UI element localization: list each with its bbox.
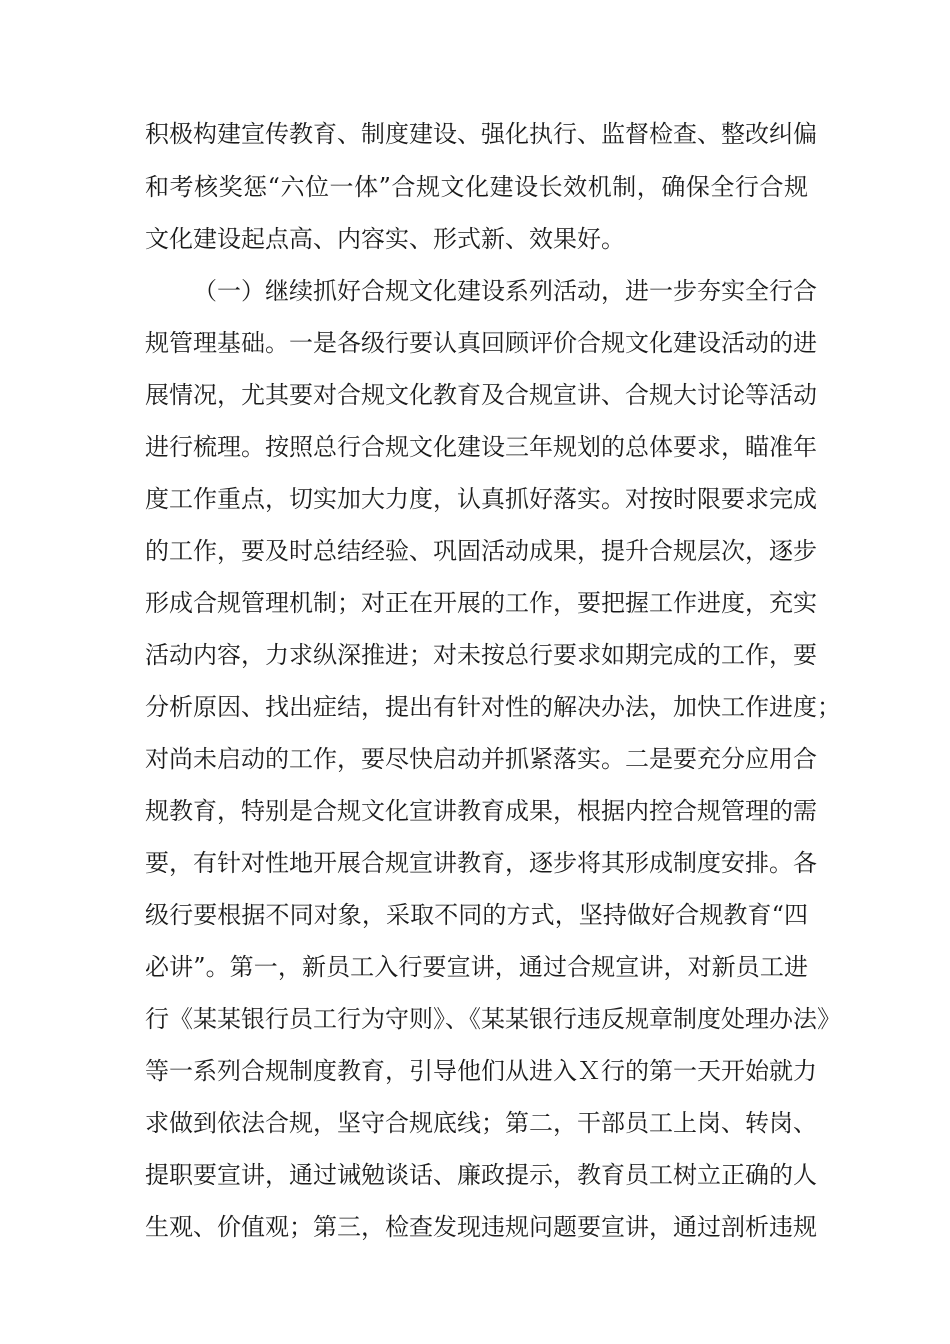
paragraph-line: 规管理基础。一是各级行要认真回顾评价合规文化建设活动的进 [145, 329, 817, 357]
paragraph-line: 规教育，特别是合规文化宣讲教育成果，根据内控合规管理的需 [145, 797, 817, 825]
paragraph-line: 级行要根据不同对象，采取不同的方式，坚持做好合规教育“四 [145, 901, 808, 929]
paragraph-line: 和考核奖惩“六位一体”合规文化建设长效机制，确保全行合规 [145, 173, 808, 201]
paragraph-line: 积极构建宣传教育、制度建设、强化执行、监督检查、整改纠偏 [145, 120, 817, 148]
paragraph-line: 行《某某银行员工行为守则》、《某某银行违反规章制度处理办法》 [145, 1005, 841, 1033]
paragraph-line: 文化建设起点高、内容实、形式新、效果好。 [145, 225, 625, 253]
paragraph-line: 生观、价值观；第三，检查发现违规问题要宣讲，通过剖析违规 [145, 1213, 817, 1241]
paragraph-line: 进行梳理。按照总行合规文化建设三年规划的总体要求，瞄准年 [145, 433, 817, 461]
paragraph-line: 分析原因、找出症结，提出有针对性的解决办法，加快工作进度； [145, 693, 841, 721]
paragraph-line: 形成合规管理机制；对正在开展的工作，要把握工作进度，充实 [145, 589, 817, 617]
paragraph-line: 展情况，尤其要对合规文化教育及合规宣讲、合规大讨论等活动 [145, 381, 817, 409]
paragraph-line: 求做到依法合规，坚守合规底线；第二，干部员工上岗、转岗、 [145, 1109, 817, 1137]
paragraph-line: 等一系列合规制度教育，引导他们从进入Ｘ行的第一天开始就力 [145, 1057, 817, 1085]
paragraph-first-line: （一）继续抓好合规文化建设系列活动，进一步夯实全行合 [193, 277, 817, 305]
paragraph-line: 的工作，要及时总结经验、巩固活动成果，提升合规层次，逐步 [145, 537, 817, 565]
paragraph-line: 度工作重点，切实加大力度，认真抓好落实。对按时限要求完成 [145, 485, 817, 513]
paragraph-line: 要，有针对性地开展合规宣讲教育，逐步将其形成制度安排。各 [145, 849, 817, 877]
paragraph-line: 必讲”。第一，新员工入行要宣讲，通过合规宣讲，对新员工进 [145, 953, 808, 981]
paragraph-line: 对尚未启动的工作，要尽快启动并抓紧落实。二是要充分应用合 [145, 745, 817, 773]
paragraph-line: 提职要宣讲，通过诫勉谈话、廉政提示，教育员工树立正确的人 [145, 1161, 817, 1189]
paragraph-line: 活动内容，力求纵深推进；对未按总行要求如期完成的工作，要 [145, 641, 817, 669]
